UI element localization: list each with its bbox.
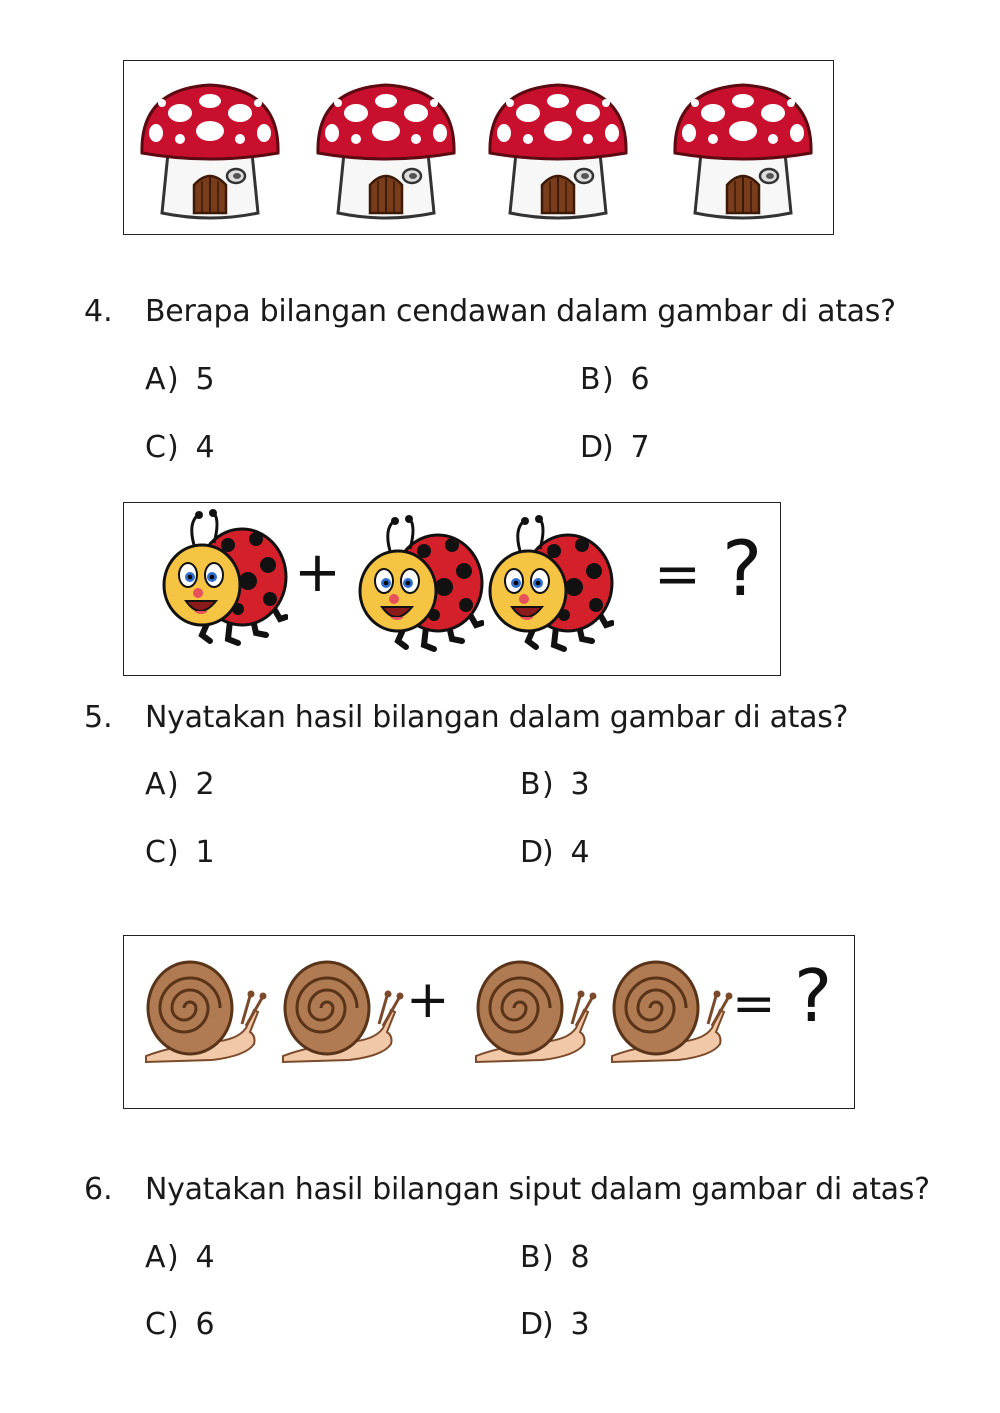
option-letter: C — [145, 1307, 167, 1342]
option-c[interactable] — [145, 1307, 216, 1342]
option-letter: C — [145, 430, 167, 465]
option-letter: D — [520, 1307, 545, 1342]
option-paren: ) — [167, 1307, 180, 1342]
equals-sign: = — [732, 974, 776, 1034]
option-paren: ) — [542, 1307, 555, 1342]
snail-icon — [472, 958, 602, 1068]
option-a[interactable] — [145, 1240, 216, 1275]
option-value: 8 — [570, 1240, 591, 1275]
option-letter: C — [145, 835, 167, 870]
question-text: Nyatakan hasil bilangan siput dalam gambar di atas? — [145, 1172, 930, 1207]
option-letter: B — [520, 767, 542, 802]
option-a[interactable] — [145, 767, 216, 802]
ladybug-icon — [158, 509, 288, 649]
option-d[interactable] — [520, 835, 591, 870]
question-mark: ? — [722, 524, 763, 613]
plus-sign: + — [406, 970, 450, 1030]
option-letter: B — [580, 362, 602, 397]
option-value: 7 — [630, 430, 651, 465]
plus-sign: + — [294, 540, 341, 605]
snail-icon — [279, 958, 409, 1068]
question-mark: ? — [794, 954, 833, 1038]
option-paren: ) — [602, 362, 615, 397]
question-number: 5. — [84, 700, 113, 735]
option-letter: D — [520, 835, 545, 870]
option-c[interactable] — [145, 430, 216, 465]
option-value: 4 — [570, 835, 591, 870]
equals-sign: = — [654, 542, 701, 607]
snail-icon — [142, 958, 272, 1068]
option-d[interactable] — [520, 1307, 591, 1342]
snail-icon — [608, 958, 738, 1068]
question-text: Nyatakan hasil bilangan dalam gambar di atas? — [145, 700, 849, 735]
option-paren: ) — [167, 430, 180, 465]
snail-picture-box — [123, 935, 855, 1109]
option-a[interactable] — [145, 362, 216, 397]
option-value: 1 — [195, 835, 216, 870]
option-b[interactable] — [520, 767, 591, 802]
option-paren: ) — [167, 1240, 180, 1275]
option-letter: D — [580, 430, 605, 465]
option-value: 4 — [195, 430, 216, 465]
option-c[interactable] — [145, 835, 216, 870]
option-paren: ) — [542, 1240, 555, 1275]
option-paren: ) — [542, 767, 555, 802]
option-value: 2 — [195, 767, 216, 802]
question-text: Berapa bilangan cendawan dalam gambar di atas? — [145, 294, 896, 329]
option-b[interactable] — [580, 362, 651, 397]
option-value: 3 — [570, 767, 591, 802]
ladybug-icon — [354, 515, 484, 655]
option-value: 4 — [195, 1240, 216, 1275]
option-letter: A — [145, 1240, 167, 1275]
mushroom-house-icon — [312, 81, 460, 221]
option-letter: A — [145, 362, 167, 397]
option-value: 5 — [195, 362, 216, 397]
ladybug-icon — [484, 515, 614, 655]
option-letter: A — [145, 767, 167, 802]
mushroom-house-icon — [136, 81, 284, 221]
option-value: 6 — [630, 362, 651, 397]
mushroom-house-icon — [484, 81, 632, 221]
mushroom-house-icon — [669, 81, 817, 221]
option-letter: B — [520, 1240, 542, 1275]
question-number: 6. — [84, 1172, 113, 1207]
option-paren: ) — [602, 430, 615, 465]
question-number: 4. — [84, 294, 113, 329]
option-b[interactable] — [520, 1240, 591, 1275]
option-d[interactable] — [580, 430, 651, 465]
option-paren: ) — [167, 362, 180, 397]
option-paren: ) — [542, 835, 555, 870]
ladybug-picture-box — [123, 502, 781, 676]
mushroom-picture-box — [123, 60, 834, 235]
option-paren: ) — [167, 835, 180, 870]
option-value: 6 — [195, 1307, 216, 1342]
option-value: 3 — [570, 1307, 591, 1342]
option-paren: ) — [167, 767, 180, 802]
